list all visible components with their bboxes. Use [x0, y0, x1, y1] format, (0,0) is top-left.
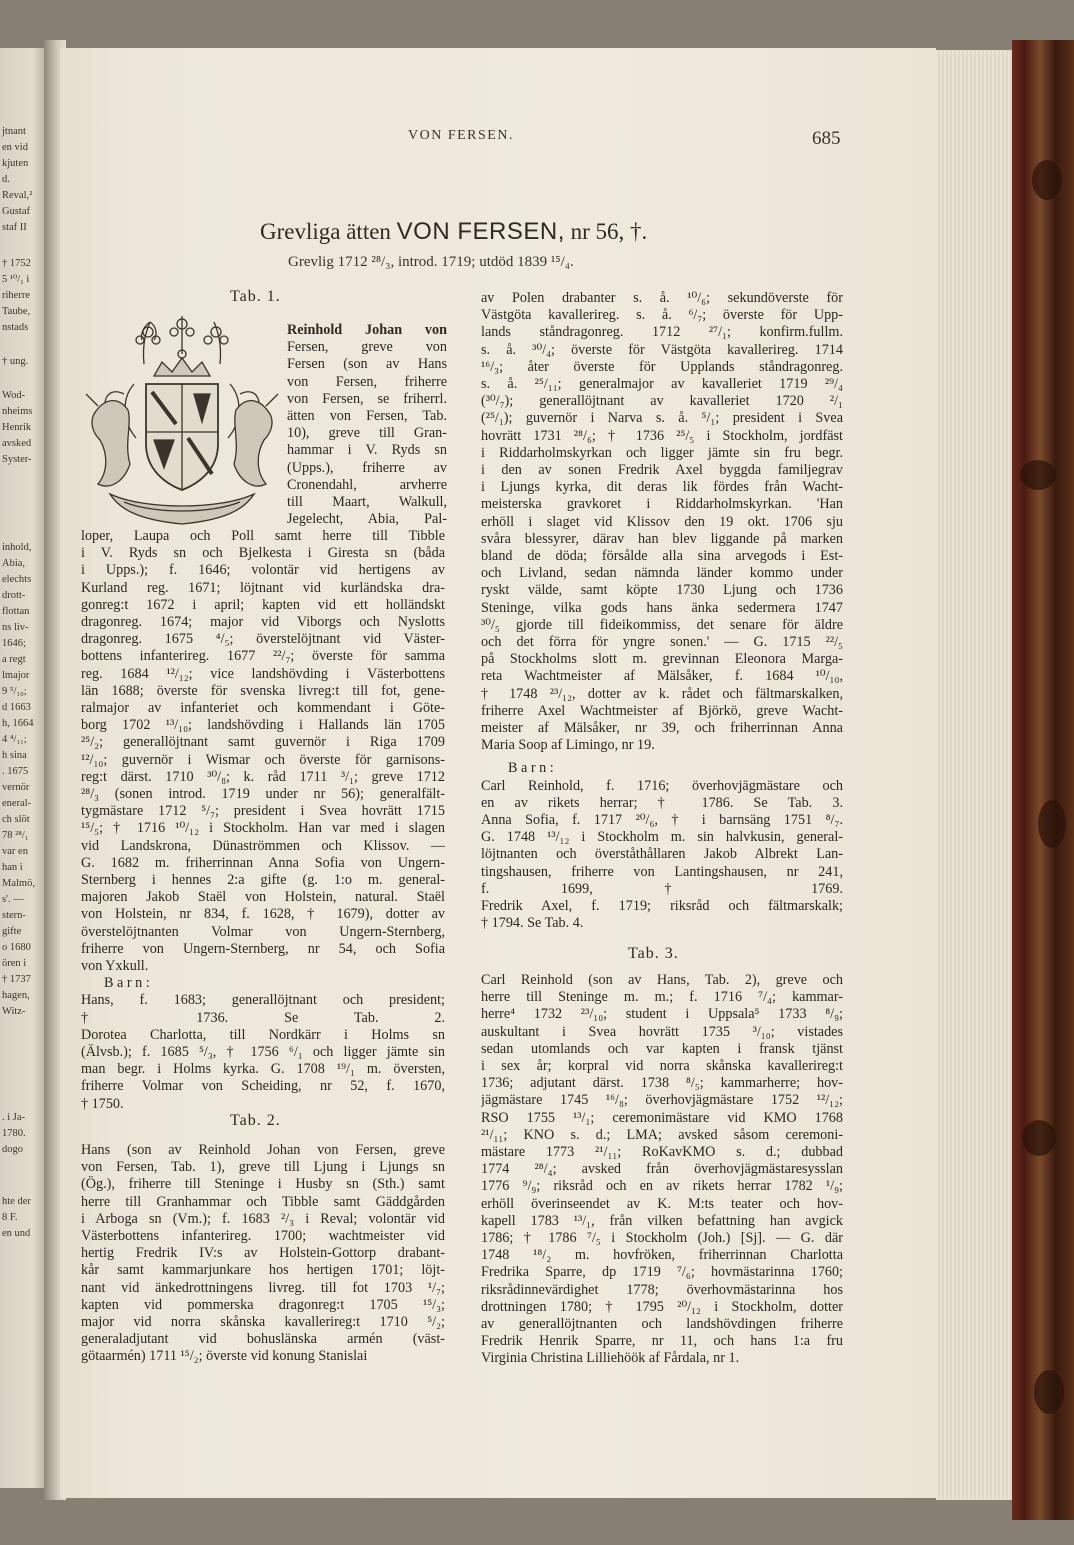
tab3-text-line: mästare 1773 ²¹/₁₁; RoKavKMO s. d.; dubbad	[481, 1144, 843, 1160]
tab2-cont-line: s. å. ³⁰/₄; överste för Västgöta kavallerireg. 1714	[481, 341, 843, 358]
tab2-cont-line: och det förra för yngre sonen.' — G. 1715 ²²/₅	[481, 634, 843, 650]
title-prefix: Grevliga ätten	[260, 219, 391, 244]
book-cover-edge	[1012, 40, 1074, 1520]
tab1-text-line: Reinhold Johan von	[287, 322, 447, 338]
previous-page-fragment: ns liv-	[2, 622, 29, 633]
tab1-text-line: ²⁸/₃ (sonen introd. 1719 under nr 56); generalfält-	[81, 786, 445, 802]
tab1-text-line: gonreg:t 1672 i april; kapten vid ett holländskt	[81, 596, 445, 613]
tab1-text-line: majoren Jakob Staël von Holstein, natural. Staël	[81, 889, 445, 906]
tab2-text-line: major vid norra skånska kavallerireg:t 1710 ⁵/₂;	[81, 1314, 445, 1330]
tab1-barn-line: † 1736. Se Tab. 2.	[81, 1009, 445, 1026]
previous-page-fragment: d 1663	[2, 702, 31, 713]
running-title: VON FERSEN.	[408, 128, 514, 143]
previous-page-fragment: 8 F.	[2, 1212, 18, 1223]
previous-page-fragment: elechts	[2, 574, 32, 585]
tab2-text-line: Hans (son av Reinhold Johan von Fersen, greve	[81, 1142, 445, 1158]
previous-page-fragment: var en	[2, 846, 28, 857]
tab1-text-line: ätten von Fersen, Tab.	[287, 408, 447, 424]
previous-page-fragment: 1780.	[2, 1128, 26, 1139]
coat-of-arms-image	[84, 314, 280, 534]
tab2-barn-line: † 1794. Se Tab. 4.	[481, 915, 584, 932]
tab2-cont-line: i Ljungs kyrka, dit deras lik fördes från Wacht-	[481, 479, 843, 496]
previous-page-fragment: † ung.	[2, 356, 29, 367]
tab1-text-line: von Holstein, nr 834, f. 1628, † 1679), dotter av	[81, 906, 445, 923]
previous-page-fragment: h sina	[2, 750, 27, 761]
page-subtitle: Grevlig 1712 ²⁸/₃, introd. 1719; utdöd 1839 ¹⁵/₄.	[288, 254, 574, 270]
tab2-cont-line: meister af Mälsåker, nr 39, och friherrinnan Anna	[481, 720, 843, 736]
tab2-barn-line: en av rikets herrar; † 1786. Se Tab. 3.	[481, 794, 843, 811]
tab2-cont-line: hovrätt 1731 ²⁸/₆; † 1736 ²⁵/₅ i Stockholm, jordfäst	[481, 427, 843, 444]
tab1-text-line: dragonreg. 1674; major vid Viborgs och Nyslotts	[81, 614, 445, 630]
previous-page-fragment: a regt	[2, 654, 26, 665]
previous-page-fragment: lmajor	[2, 670, 30, 681]
previous-page-fragment: vernör	[2, 782, 30, 793]
tab2-text-line: herre till Granhammar och Tibble samt Gäddgården	[81, 1193, 445, 1210]
previous-page-fragment: Malmö,	[2, 878, 35, 889]
tab1-text-line: län 1688; överste för svenska livreg:t till fot, gene-	[81, 682, 445, 699]
previous-page-fragment: drott-	[2, 590, 26, 601]
previous-page-fragment: flottan	[2, 606, 30, 617]
previous-page-fragment: Gustaf	[2, 206, 30, 217]
tab2-text-line: i Arboga sn (Vm.); f. 1683 ²/₃ i Reval; volontär vid	[81, 1210, 445, 1227]
tab2-barn-line: f. 1699, † 1769.	[481, 880, 843, 897]
tab1-barn-line: † 1750.	[81, 1095, 124, 1112]
tab1-text-line: von Fersen, friherre	[287, 373, 447, 390]
tab2-text-line: von Fersen, Tab. 1), greve till Ljung i Ljungs sn	[81, 1159, 445, 1176]
tab2-cont-line: Maria Soop af Limingo, nr 19.	[481, 737, 655, 754]
previous-page-fragment: dogo	[2, 1144, 23, 1155]
tab3-text-line: 1748 ¹⁸/₂ m. hovfröken, friherrinnan Charlotta	[481, 1247, 843, 1264]
previous-page-fragment: en und	[2, 1228, 31, 1239]
tab2-cont-line: ryskt välde, samt köpte 1730 Ljung och 1736	[481, 582, 843, 599]
tab3-text-line: 1774 ²⁸/₄; avsked från överhovjägmästaresysslan	[481, 1161, 843, 1178]
previous-page-fragment: nheims	[2, 406, 33, 417]
tab1-text-line: Fersen, greve von	[287, 339, 447, 356]
tab3-text-line: erhöll överinseendet av K. M:ts teater och hov-	[481, 1195, 843, 1212]
tab1-text-line: von Yxkull.	[81, 958, 149, 974]
previous-page-fragment: h, 1664	[2, 718, 34, 729]
tab2-cont-line: Steninge, vilka gods hans änka sedermera 1747	[481, 599, 843, 616]
tab1-text-line: i V. Ryds sn och Bjelkesta i Giresta sn (båda	[81, 545, 445, 562]
tab1-text-line: loper, Laupa och Poll samt herre till Tibble	[81, 528, 445, 544]
tab3-text-line: sedan utomlands och var kapten i fransk tjänst	[481, 1040, 843, 1057]
previous-page-fragment: gifte	[2, 926, 22, 937]
tab1-heading: Tab. 1.	[230, 288, 281, 305]
tab1-text-line: vid Landskrona, Dünaströmmen och Klissov. —	[81, 837, 445, 854]
tab3-text-line: auskultant i Svea hovrätt 1735 ³/₁₀; vistades	[481, 1023, 843, 1040]
tab2-heading: Tab. 2.	[230, 1112, 281, 1129]
tab2-text-line: generaladjutant vid bohuslänska armén (väst-	[81, 1331, 445, 1348]
previous-page-fragment: d.	[2, 174, 10, 185]
page-number: 685	[812, 128, 841, 149]
tab3-text-line: 1786; † 1786 ⁷/₅ i Stockholm (Joh.) [Sj]. — G. där	[481, 1230, 843, 1246]
page-edges	[936, 50, 1018, 1500]
tab2-cont-line: (²⁵/₁); guvernör i Narva s. å. ⁵/₁; president i Svea	[481, 410, 843, 427]
tab1-text-line: i Upps.); f. 1646; volontär vid hertigens av	[81, 562, 445, 579]
tab2-cont-line: och Livland, sedan nämnda länder kommo under	[481, 565, 843, 582]
previous-page-fragment: Syster-	[2, 454, 32, 465]
tab2-cont-line: erhöll i slaget vid Klissov den 19 okt. 1706 sju	[481, 513, 843, 530]
tab3-text-line: 1736; adjutant därst. 1738 ⁸/₅; kammarherre; hov-	[481, 1075, 843, 1092]
tab2-cont-line: bland de döda; försålde alla sina arvegods i Est-	[481, 548, 843, 564]
tab3-text-line: Fredrika Sparre, dp 1719 ⁷/₆; hovmästarinna 1760;	[481, 1264, 843, 1281]
tab1-barn-line: friherre Volmar von Scheiding, nr 52, f. 1670,	[81, 1078, 445, 1095]
previous-page-fragment: stern-	[2, 910, 26, 921]
tab2-barn-line: Anna Sofia, f. 1717 ²⁰/₆, † i barnsäng 1751 ⁸/₇.	[481, 812, 843, 828]
tab3-text-line: drottningen 1780; † 1795 ²⁰/₁₂ i Stockholm, dotter	[481, 1298, 843, 1315]
tab2-barn-line: G. 1748 ¹³/₁₂ i Stockholm m. sin halvkusin, general-	[481, 829, 843, 846]
previous-page-fragment: inhold,	[2, 542, 32, 553]
tab1-text-line: dragonreg. 1675 ⁴/₅; överstelöjtnant vid Väster-	[81, 631, 445, 648]
tab2-text-line: nant vid änkedrottningens livreg. till fot 1703 ¹/₇;	[81, 1279, 445, 1296]
previous-page-fragment: † 1752	[2, 258, 31, 269]
tab2-text-line: götaarmén) 1711 ¹⁵/₂; överste vid konung Stanislai	[81, 1348, 368, 1365]
tab1-text-line: reg:t därst. 1710 ³⁰/₈; k. råd 1711 ³/₁; greve 1712	[81, 768, 445, 785]
tab2-barn-line: tingshausen, friherre von Lantingshausen, nr 241,	[481, 863, 843, 880]
tab1-text-line: till Maart, Walkull,	[287, 494, 447, 510]
tab1-text-line: (Upps.), friherre av	[287, 459, 447, 476]
tab3-heading: Tab. 3.	[628, 945, 679, 962]
title-suffix: nr 56, †.	[570, 219, 648, 244]
previous-page-fragment: s'. —	[2, 894, 24, 905]
previous-page-fragment: eneral-	[2, 798, 32, 809]
tab1-barn-line: (Älvsb.); f. 1685 ⁵/₃, † 1756 ⁶/₁ och ligger jämte sin	[81, 1044, 445, 1060]
tab2-cont-line: i Riddarholmskyrkan och ligger jämte sin fru begr.	[481, 444, 843, 461]
tab1-text-line: ¹²/₁₀; guvernör i Wismar och överste för garnisons-	[81, 751, 445, 768]
tab2-cont-line: svåra blessyrer, därav han blev liggande på marken	[481, 530, 843, 547]
page-title	[260, 218, 680, 246]
tab2-cont-line: † 1748 ²³/₁₂, dotter av k. rådet och fältmarskalken,	[481, 685, 843, 702]
tab2-barn-line: löjtnanten och överståthållaren Jakob Albrekt Lan-	[481, 846, 843, 863]
tab2-cont-line: ³⁰/₅ gjorde till fideikommiss, det senare för äldre	[481, 616, 843, 633]
tab2-text-line: hertig Fredrik IV:s av Holstein-Gottorp drabant-	[81, 1245, 445, 1262]
tab1-text-line: hammar i V. Ryds sn	[287, 442, 447, 459]
tab1-text-line: ¹⁵/₅; † 1716 ¹⁰/₁₂ i Stockholm. Han var med i slagen	[81, 820, 445, 837]
previous-page-fragment: nstads	[2, 322, 29, 333]
tab1-text-line: G. 1682 m. friherrinnan Anna Sofia von Ungern-	[81, 854, 445, 871]
tab1-text-line: ²⁵/₂; generallöjtnant samt guvernör i Riga 1709	[81, 734, 445, 751]
tab2-cont-line: Västgöta kavallerireg. s. å. ⁶/₇; överste för Upp-	[481, 307, 843, 324]
tab3-text-line: herre till Steninge m. m.; f. 1716 ⁷/₄; kammar-	[481, 989, 843, 1006]
tab1-barn-line: Hans, f. 1683; generallöjtnant och president;	[81, 992, 445, 1009]
tab1-barn-line: Dorotea Charlotta, till Nordkärr i Holms sn	[81, 1026, 445, 1043]
previous-page-fragment: han i	[2, 862, 23, 873]
tab1-text-line: reg. 1684 ¹²/₁₂; vice landshövding i Västerbottens	[81, 665, 445, 682]
tab2-cont-line: s. å. ²⁵/₁₁; generalmajor av kavalleriet 1719 ²⁹/₄	[481, 376, 843, 392]
tab2-cont-line: ¹⁶/₃; åter överste för Upplands ståndragonreg.	[481, 358, 843, 375]
title-name: VON FERSEN,	[396, 218, 565, 245]
previous-page-edge	[0, 48, 46, 1488]
tab3-text-line: kapell 1783 ¹³/₁, från vilken befattning han avgick	[481, 1212, 843, 1229]
tab1-text-line: Jegelecht, Abia, Pal-	[287, 511, 447, 528]
tab3-text-line: RSO 1755 ¹³/₁; ceremonimästare vid KMO 1768	[481, 1109, 843, 1126]
tab2-text-line: Västerbottens infanterireg. 1700; wachtmeister vid	[81, 1228, 445, 1244]
previous-page-fragment: jtnant	[2, 126, 26, 137]
tab1-text-line: överstelöjtnanten Volmar von Ungern-Sternberg,	[81, 923, 445, 940]
previous-page-fragment: Henrik	[2, 422, 32, 433]
previous-page-fragment: o 1680	[2, 942, 31, 953]
previous-page-fragment: 4 ⁴/₁₁;	[2, 734, 27, 745]
tab1-text-line: Sternberg i hennes 2:a gifte (g. 1:o m. general-	[81, 872, 445, 888]
tab2-barn-label: B a r n :	[508, 760, 554, 777]
previous-page-fragment: Abia,	[2, 558, 26, 569]
tab2-cont-line: meisterska gravkoret i Riddarholmskyrkan. 'Han	[481, 496, 843, 513]
previous-page-fragment: staf II	[2, 222, 27, 233]
previous-page-fragment: . i Ja-	[2, 1112, 26, 1123]
tab2-cont-line: (³⁰/₇); generallöjtnant av kavalleriet 1720 ²/₁	[481, 393, 843, 410]
tab3-text-line: Fredrik Henrik Sparre, nr 11, och hans 1:a fru	[481, 1333, 843, 1350]
tab3-text-line: Virginia Christina Lilliehöök af Fårdala, nr 1.	[481, 1350, 740, 1367]
previous-page-fragment: Wod-	[2, 390, 26, 401]
tab2-cont-line: i den av sonen Fredrik Axel byggda familjegrav	[481, 462, 843, 478]
previous-page-fragment: en vid	[2, 142, 28, 153]
tab1-text-line: 10), greve till Gran-	[287, 425, 447, 442]
previous-page-fragment: 9 ⁵/₁₀;	[2, 686, 27, 697]
tab1-barn-line: man begr. i Holms kyrka. G. 1708 ¹⁹/₁ m. översten,	[81, 1061, 445, 1078]
previous-page-fragment: Witz-	[2, 1006, 26, 1017]
previous-page-fragment: 5 ¹⁰/₁ i	[2, 274, 30, 285]
tab1-text-line: friherre von Ungern-Sternberg, nr 54, och Sofia	[81, 940, 445, 957]
tab3-text-line: Carl Reinhold (son av Hans, Tab. 2), greve och	[481, 972, 843, 988]
tab2-text-line: kapten vid pommerska dragonreg:t 1705 ¹⁵/₃;	[81, 1296, 445, 1313]
previous-page-fragment: ören i	[2, 958, 27, 969]
tab1-text-line: borg 1702 ¹³/₁₀; landshövding i Hallands län 1705	[81, 717, 445, 734]
tab2-text-line: (Ög.), friherre till Steninge i Husby sn (Sth.) samt	[81, 1176, 445, 1193]
previous-page-fragment: † 1737	[2, 974, 31, 985]
tab1-text-line: Kurland reg. 1671; löjtnant vid kurländska dra-	[81, 579, 445, 596]
tab2-barn-line: Fredrik Axel, f. 1719; riksråd och fältmarskalk;	[481, 898, 843, 914]
tab2-cont-line: friherre Axel Wachtmeister af Björkö, greve Wacht-	[481, 702, 843, 719]
tab3-text-line: jägmästare 1745 ¹⁶/₈; överhovjägmästare 1752 ¹²/₁₂;	[481, 1092, 843, 1109]
tab2-barn-line: Carl Reinhold, f. 1716; överhovjägmästare och	[481, 777, 843, 794]
tab1-text-line: Cronendahl, arvherre	[287, 476, 447, 493]
tab2-cont-line: lands ståndragonreg. 1712 ²⁷/₁; konfirm.fullm.	[481, 324, 843, 341]
tab3-text-line: ²¹/₁₁; KNO s. d.; LMA; avsked såsom ceremoni-	[481, 1126, 843, 1143]
tab1-text-line: bottens infanterireg. 1677 ²²/₇; överste för samma	[81, 648, 445, 665]
previous-page-fragment: avsked	[2, 438, 32, 449]
previous-page-fragment: 78 ²⁸/₁	[2, 830, 29, 841]
previous-page-fragment: hte der	[2, 1196, 31, 1207]
previous-page-fragment: riherre	[2, 290, 30, 301]
tab2-text-line: kår samt kammarjunkare hos hertigen 1701; löjt-	[81, 1262, 445, 1279]
previous-page-fragment: hagen,	[2, 990, 30, 1001]
tab1-text-line: Fersen (son av Hans	[287, 356, 447, 373]
previous-page-fragment: ch slöt	[2, 814, 30, 825]
previous-page-fragment: . 1675	[2, 766, 29, 777]
tab3-text-line: herre⁴ 1732 ²³/₁₀; student i Uppsala⁵ 1733 ⁸/₉;	[481, 1006, 843, 1023]
tab1-text-line: von Fersen, se friherrl.	[287, 390, 447, 407]
tab3-text-line: 1776 ⁹/₉; riksråd och en av rikets herrar 1782 ¹/₉;	[481, 1178, 843, 1195]
tab2-cont-line: på Stockholms slott m. grevinnan Eleonora Marga-	[481, 651, 843, 668]
previous-page-fragment: Taube,	[2, 306, 31, 317]
previous-page-fragment: kjuten	[2, 158, 29, 169]
tab1-text-line: tygmästare 1712 ⁵/₇; president i Svea hovrätt 1715	[81, 803, 445, 820]
tab1-barn-label: B a r n :	[104, 975, 150, 992]
tab3-text-line: i sex år; korpral vid norra skånska kavallerireg:t	[481, 1058, 843, 1074]
tab1-text-line: ralmajor av infanteriet och kommendant i Göte-	[81, 700, 445, 716]
tab3-text-line: av generallöjtnanten och landshövdingen friherre	[481, 1316, 843, 1332]
tab3-text-line: riksrådinnevärdighet 1778; överhovmästarinna hos	[481, 1281, 843, 1298]
tab2-cont-line: av Polen drabanter s. å. ¹⁰/₆; sekundöverste för	[481, 290, 843, 306]
tab2-cont-line: reta Wachtmeister af Mälsåker, f. 1684 ¹⁰/₁₀,	[481, 668, 843, 685]
previous-page-fragment: Reval,²	[2, 190, 33, 201]
previous-page-fragment: 1646;	[2, 638, 26, 649]
